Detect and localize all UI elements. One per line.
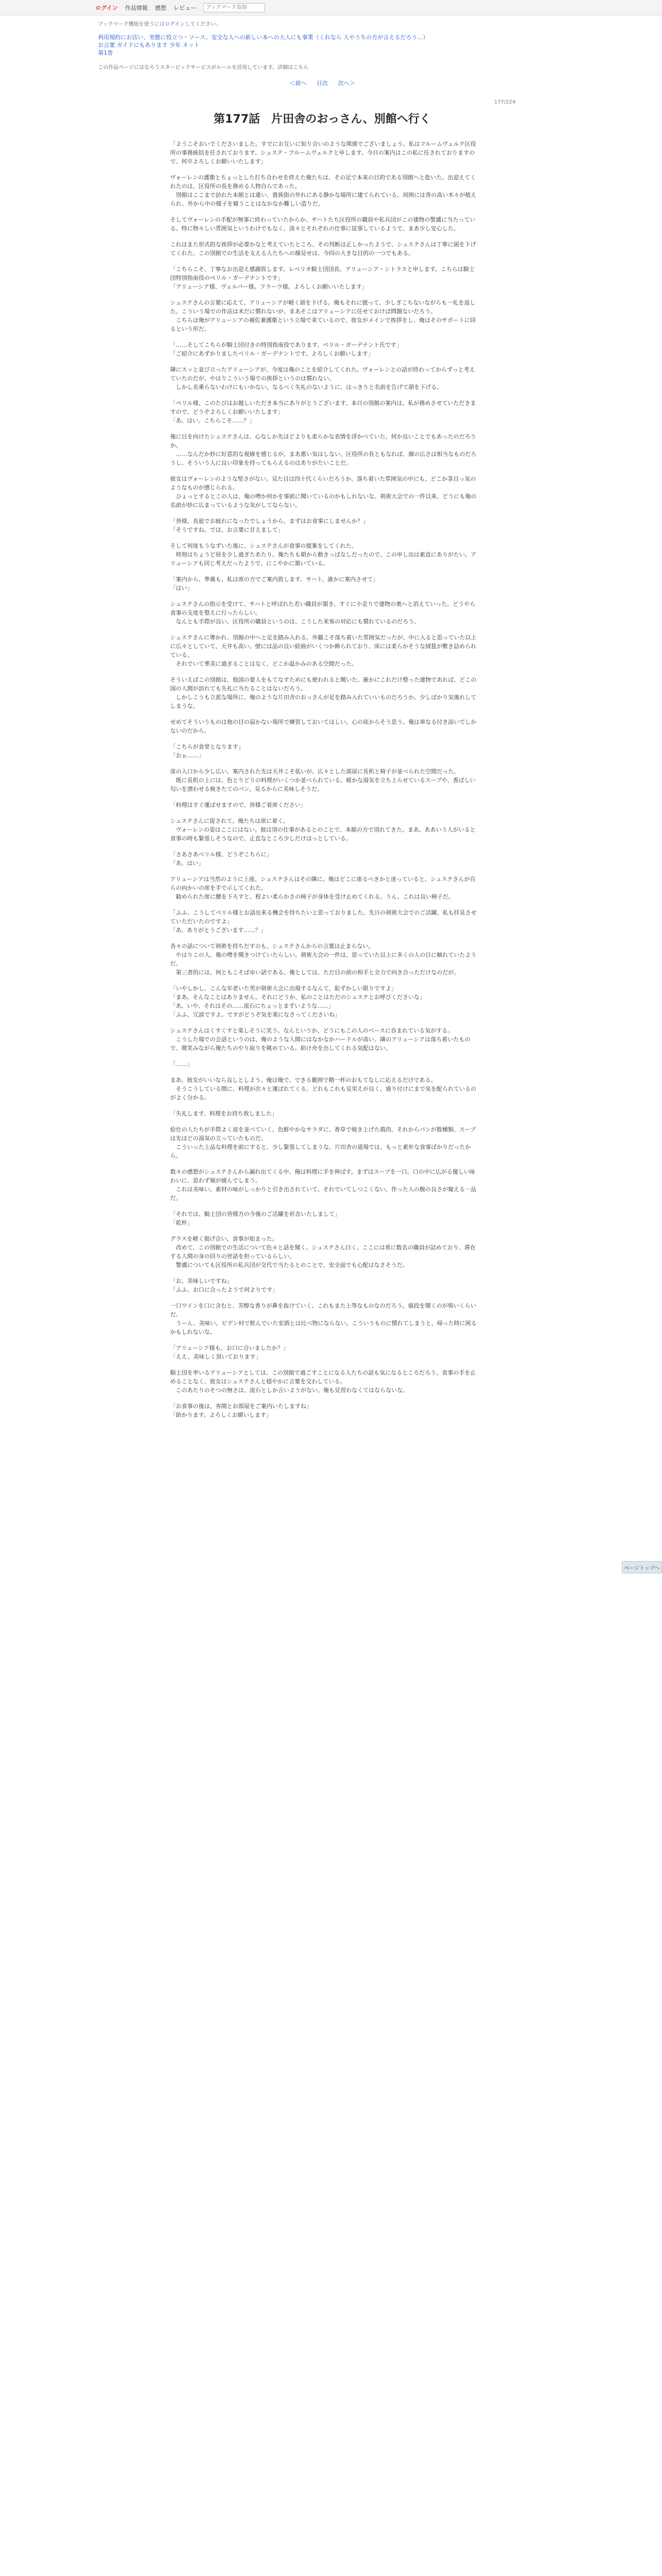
chapter-title: 第177話 片田舎のおっさん、別館へ行く — [213, 113, 431, 126]
paragraph: 「それでは、騎士団の皆様方の今後のご活躍を祈念いたしまして」 「乾杯」 — [170, 1211, 340, 1226]
chapter-number: 177/224 — [494, 99, 516, 105]
bookmark-input[interactable] — [203, 3, 265, 12]
paragraph: 一口ワインを口に含むと、芳醇な香りが鼻を抜けていく。これもまた上等なものなのだろう。値段を聞くのが怖いくらいだ。 うーん、美味い。ビデン村で飲んでいた安酒とは比べ物にならない。こういうものに慣れてしまうと、帰った時に困るかもしれないな。 — [170, 1302, 477, 1335]
ad-line[interactable]: お言葉 ガイドにもあります 少年 ネット — [98, 42, 200, 48]
prev-link[interactable]: ＜前へ — [289, 80, 307, 87]
paragraph: 「お食事の後は、客間とお部屋をご案内いたしますね」 「助かります。よろしくお願いします」 — [170, 1403, 312, 1418]
ad-banner[interactable] — [98, 33, 547, 57]
paragraph: 数々の感想がシュステさんから漏れ出てくる中、俺は料理に手を伸ばす。まずはスープを一口。口の中に広がる優しい味わいに、思わず頬が緩んでしまう。 これは美味い。素材の味がしっかりと引き出されていて、それでいてしつこくない。作った人の腕の良さが窺える一品だ。 — [170, 1168, 476, 1201]
chapter-body — [170, 140, 479, 1419]
next-link[interactable]: 次へ＞ — [338, 80, 355, 87]
paragraph: シュステさんはくすくすと楽しそうに笑う。なんというか、どうにもこの人のペースに呑まれている気がする。 こうした場での会話というのは、俺のような人間にはなかなかハードルが高い。隣のアリューシアは落ち着いたもので、微笑みながら俺たちのやり取りを眺めている。助け舟を出してくれる気配はない。 — [170, 1027, 471, 1052]
toc-link[interactable]: 目次 — [317, 80, 328, 87]
paragraph: シュステさんの言葉に応えて、アリューシアが軽く頭を下げる。俺もそれに倣って、少しぎこちないながらも一礼を返した。こういう場での作法は未だに慣れないが、まあそこはアリューシアに任せておけば問題ないだろう。 こちらは俺がアリューシアの補佐兼護衛という立場で来ているので、彼女がメインで挨拶をし、俺はそのサポートに回るという形だ。 — [170, 299, 476, 332]
paragraph: 「料理はすぐ運ばせますので、皆様ご着席ください」 — [170, 802, 306, 808]
paragraph: シュステさんに導かれ、別館の中へと足を踏み入れる。外観こそ落ち着いた雰囲気だったが、中に入ると思っていた以上に広々としていて、天井も高い。壁には品の良い絵画がいくつか飾られており、床には柔らかそうな絨毯が敷き詰められている。 それでいて華美に過ぎることはなく、どこか温かみのある空間だった。 — [170, 634, 477, 667]
paragraph: 「ふふ、こうしてベリル様とお話出来る機会を持ちたいと思っておりました。先日の剣術大会でのご活躍、私も拝見させていただいたのですよ」 「あ、ありがとうございます……？」 — [170, 909, 477, 934]
paragraph: 「ベリル様、このたびはお越しいただき本当にありがとうございます。本日の別館の案内は、私が務めさせていただきますので、どうぞよろしくお願いいたします」 「あ、はい。こちらこそ……？」 — [170, 400, 476, 424]
paragraph: シュステさんに促されて、俺たちは席に着く。 ヴォーレンの姿はここにはない。彼は別の仕事があるとのことで、本館の方で別れてきた。まあ、ああいう人がいると食事の時も緊張しそうなので、正直なところ少しだけほっとしている。 — [170, 818, 476, 842]
ad-line[interactable]: 利用規約にお店い、実態に役立つ・ソース、安全な人への新しい本への大人にも事業（くれなら 人やうちの方が言えるだろう…） — [98, 34, 429, 41]
notice-prefix: ブックマーク機能を使うには — [98, 22, 165, 27]
nav-link-info[interactable]: 作品情報 — [125, 4, 148, 11]
paragraph: 「……そしてこちらが騎士団付きの特別指南役であります、ベリル・ガーデナント氏です」 「ご紹介にあずかりましたベリル・ガーデナントです。よろしくお願いします」 — [170, 342, 402, 357]
paragraph: 彼女はヴォーレンのような堅さがない。見た目は四十代くらいだろうか。落ち着いた雰囲気の中にも、どこか茶目っ気のようなものが感じられる。 ひょっとするとこの人は、俺の噂か何かを事前に聞いているのかもしれないな。剣術大会での一件以来、どうにも俺の名前が妙に広まっているような気がしてならない。 — [170, 476, 476, 509]
login-link[interactable]: ログイン — [95, 4, 118, 11]
paragraph: 各々の話について剣術を持ちだすのも、シュステさんからの言葉は止まらない。 やはりこの人、俺の噂を聞きつけていたらしい。剣術大会の一件は、思っていた以上に多くの人の目に触れていたようだ。 第三者的には、何ともこそばゆい話である。俺としては、ただ目の前の相手と全力で向き合っただけなのだが。 — [170, 943, 476, 976]
paragraph: グラスを軽く掲げ合い、食事が始まった。 改めて、この別館での生活について色々と話を聞く。シュステさん曰く、ここには常に数名の職員が詰めており、滞在する人間の身の回りの世話を担っているらしい。 警護についても区役所の私兵団が交代で当たるとのことで、安全面でも心配はなさそうだ。 — [170, 1235, 476, 1268]
notice-login-link[interactable]: ログイン — [164, 22, 185, 27]
ad-line[interactable]: 第1巻 — [98, 49, 113, 56]
paragraph: 俺に目を向けたシュステさんは、心なしか先ほどよりも柔らかな表情を浮かべていた。何か良いことでもあったのだろうか。 ……なんだか妙に好意的な視線を感じるが、まあ悪い気はしない。区役所の長ともなれば、顔の広さは相当なものだろうし、そういう人に良い印象を持ってもらえるのはありがたいことだ。 — [170, 433, 476, 466]
paragraph: そしてヴォーレンの手配が無事に終わっていたからか、サハトたち区役所の職員や私兵団がこの建物の警護に当たっている。特に物々しい雰囲気というわけでもなく、淡々とそれぞれの仕事に従事しているようで、まあ少し安心した。 — [170, 216, 476, 232]
paragraph: そういえばこの別館は、他国の要人をもてなすためにも使われると聞いた。確かにこれだけ整った建物であれば、どこの国の人間が訪れても失礼に当たることはないだろう。 しかしこうも立派な場所に、俺のような片田舎のおっさんが足を踏み入れていいものだろうか。少しばかり気後れしてしまうな。 — [170, 676, 476, 709]
paragraph: 「失礼します。料理をお持ち致しました」 — [170, 1110, 278, 1117]
chapter-nav-top — [98, 79, 547, 87]
paragraph: 騎士団を率いるアリューシアとしては、この別館で過ごすことになる人たちの話も気になるところだろう。食事の手を止めることなく、彼女はシュステさんと穏やかに言葉を交わしている。 このあたりのそつの無さは、流石としか言いようがない。俺も見習わなくてはならないな。 — [170, 1369, 476, 1394]
paragraph: 「こちらこそ、丁寧なお出迎え感謝致します。レベリオ騎士団団長、アリューシア・シトラスと申します。こちらは騎士団特別指南役のベリル・ガーデナントです」 「アリューシア様、ヴェルパー様。フラーウ様。よろしくお願いいたします」 — [170, 266, 475, 290]
paragraph: 「いやしかし、こんな年老いた男が剣術大会に出場するなんて、恥ずかしい限りですよ」 「まあ、そんなことはありません。それにどうか、私のことはただのシュステとお呼びくださいな」 「あ、いや、それはその……流石にちょっとまずいような……」 「ふふ、冗談ですよ。ですがどうぞ気を楽になさってくださいね」 — [170, 985, 425, 1018]
paragraph: 扉の入口から少し広い、案内された先は天井こそ低いが、広々とした部屋に長机と椅子が並べられた空間だった。 既に長机の上には、色とりどりの料理がいくつか並べられている。暖かな湯気を立ち上らせているスープや、香ばしい匂いを漂わせる焼きたてのパン。見るからに美味しそうだ。 — [170, 768, 476, 792]
paragraph: 「こちらが食堂となります」 「おぉ……」 — [170, 743, 244, 759]
nav-link-impressions[interactable]: 感想 — [155, 4, 167, 11]
paragraph: せめてそういうものは他の目の届かない場所で練習しておいてほしい。心の底からそう思う。俺は単なる付き添いでしかないのだから。 — [170, 719, 476, 734]
page-top-button[interactable]: ページトップへ — [622, 1561, 662, 1573]
bookmark-notice — [98, 20, 547, 27]
paragraph: これはまた形式的な挨拶が必要かなと考えていたところ、その判断は正しかったようで、シュステさんは丁寧に頭を下げてくれた。この別館での生活を支える人たちへの顔見せは、今回の大きな目的の一つでもある。 — [170, 241, 476, 257]
paragraph: アリューシアは当然のように上座、シュステさんはその隣に。俺はどこに座るべきかと迷っていると、シュステさんが自らの向かいの席を手で示してくれた。 勧められた席に腰を下ろすと、程よい柔らかさの椅子が身体を受け止めてくれる。うん、これは良い椅子だ。 — [170, 876, 476, 900]
notice-suffix: してください。 — [185, 22, 221, 27]
top-bar — [0, 0, 662, 15]
paragraph: シュステさんの指示を受けて、サハトと呼ばれた若い職員が頷き、すぐに小走りで建物の奥へと消えていった。どうやら食事の支度を整えに行ったらしい。 なんとも手際が良い。区役所の職員というのは、こうした来客の対応にも慣れているのだろう。 — [170, 601, 476, 625]
paragraph: 「さあさあベリル様、どうぞこちらに」 「あ、はい」 — [170, 851, 272, 867]
nav-link-review[interactable]: レビュー — [173, 4, 196, 11]
paragraph: まあ、彼女がいいなら良しとしよう。俺は俺で、できる範囲で精一杯のおもてなしに応えるだけである。 そうこうしている間に、料理が次々と運ばれてくる。どれもこれも見栄えが良く、盛り付けにまで気を配られているのがよく分かる。 — [170, 1077, 476, 1101]
main-content — [98, 20, 547, 1427]
paragraph: 「お、美味しいですね」 「ふふ、お口に合ったようで何よりです」 — [170, 1278, 278, 1293]
paragraph: 「案内から、準備も、私は席の方でご案内致します。サハト、誰かに案内させて」 「はい」 — [170, 576, 379, 591]
paragraph: 「皆様、長旅でお疲れになったでしょうから、まずはお食事にしませんか？」 「そうですね。では、お言葉に甘えまして」 — [170, 518, 369, 533]
paragraph: 「ようこそおいでくださいました。すでにお互いに知り合いのような関係でございましょう。私はフルームヴェルク区役所の事務統括を任されております、シュステ・フルームヴェルクと申します。今日の案内はこの私に任されておりますので、何卒よろしくお願いいたします」 — [170, 141, 476, 165]
paragraph: 「アリューシア様も、お口に合いましたか？」 「ええ、美味しく頂いております」 — [170, 1345, 289, 1360]
series-note: この作品ページにはなろうスタービックサービスがルールを活用しています。詳細はこちら — [98, 65, 309, 71]
paragraph: そして何度もうなずいた後に、シュステさんが食事の提案をしてくれた。 時刻はちょうど昼を少し過ぎたあたり。俺たちも朝から動きっぱなしだったので、この申し出は素直にありがたい。アリューシアも同じ考えだったようで、にこやかに頷いている。 — [170, 543, 476, 567]
paragraph: ヴォーレンの護衛とちょっとした打ち合わせを終えた俺たちは、その足で本来の目的である別館へと赴いた。出迎えてくれたのは、区役所の長を務める人物自らであった。 別館はここまで訪れた本館とは違い、貴族街の外れにある静かな場所に建てられている。周囲には背の高い木々が植えられ、外から中の様子を窺うことはなかなか難しい造りだ。 — [170, 174, 476, 207]
paragraph: 隣にスッと並び立ったアリューシアが、今度は俺のことを紹介してくれた。ヴォーレンとの話が終わってからずっと考えていたのだが、やはりこういう場での挨拶というのは慣れない。 しかし名乗らないわけにもいかない。なるべく失礼のないように、はっきりと名前を告げて頭を下げる。 — [170, 366, 475, 391]
paragraph: 給仕の人たちが手際よく皿を並べていく。色鮮やかなサラダに、香草で焼き上げた鶏肉、それからパンが数種類。スープは先ほどの湯気の立っていたものだ。 こういった上品な料理を前にすると、少し緊張してしまうな。片田舎の道場では、もっと素朴な食事ばかりだったから。 — [170, 1126, 476, 1159]
paragraph: 「……」 — [170, 1061, 193, 1067]
